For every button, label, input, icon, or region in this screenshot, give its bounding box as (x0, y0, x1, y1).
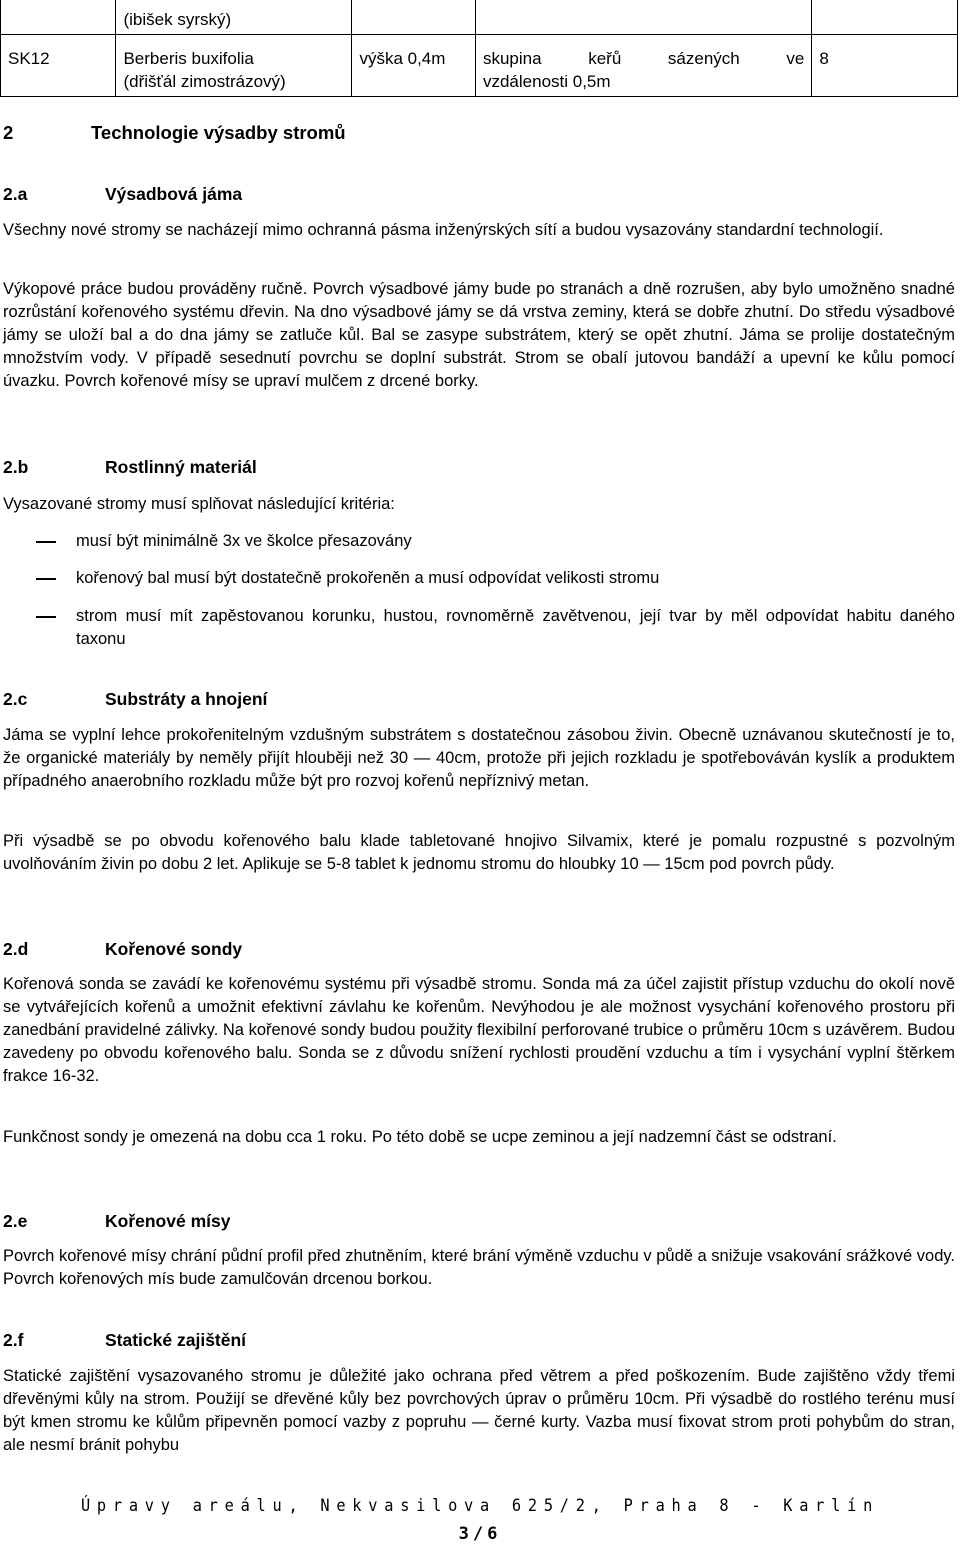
list-item (3, 605, 955, 651)
subsection-title: Statické zajištění (105, 1330, 247, 1350)
plant-latin-name: Berberis buxifolia (123, 49, 254, 68)
paragraph: Funkčnost sondy je omezená na dobu cca 1 roku. Po této době se ucpe zeminou a její nadzemní část se odstraní. (3, 1128, 837, 1146)
list-item-text: musí být minimálně 3x ve školce přesazovány (76, 532, 412, 550)
paragraph: Statické zajištění vysazovaného stromu je důležité jako ochrana před větrem a před poškozením. Bude zajištěno vždy třemi dřevěnými kůly na strom. Použijí se dřevěné kůly bez povrchových úprav o průměru 10cm. Při výsadbě do rostlého terénu musí být kmen stromu ke kůlům připevněn pomocí vazby z popruhu — černé kurty. Vazba musí fixovat strom proti pohybům do stran, ale nesmí bránit pohybu (3, 1367, 955, 1454)
subsection-heading (3, 183, 242, 206)
planting-line: skupina keřů sázených ve (482, 49, 805, 68)
dash-bullet (36, 616, 56, 618)
subsection-heading (3, 456, 257, 479)
plant-count: 8 (812, 35, 958, 97)
subsection-title: Kořenové sondy (105, 939, 243, 959)
dash-bullet (36, 578, 56, 580)
table-row (1, 0, 958, 35)
subsection-title: Substráty a hnojení (105, 689, 268, 709)
subsection-number: 2.c (3, 689, 28, 709)
subsection-number: 2.e (3, 1211, 28, 1231)
subsection-heading (3, 1210, 230, 1233)
paragraph: Všechny nové stromy se nacházejí mimo ochranná pásma inženýrských sítí a budou vysazovány standardní technologií. (3, 221, 884, 239)
paragraph: Povrch kořenové mísy chrání půdní profil před zhutněním, které brání výměně vzduchu v půdě a snižuje vsakování srážkové vody. Povrch kořenových mís bude zamulčován drcenou borkou. (3, 1247, 955, 1288)
subsection-heading (3, 688, 267, 711)
plant-height: výška 0,4m (352, 35, 476, 97)
plant-table (0, 0, 958, 97)
plant-name (116, 35, 352, 97)
paragraph: Jáma se vyplní lehce prokořenitelným vzdušným substrátem s dostatečnou zásobou živin. Obecně uznávanou skutečností je to, že organické materiály by neměly přijít hlouběji než 30 — 40cm, protože při jejich rozkladu je spotřebováván kyslík a produktem případného anaerobního rozkladu může být pro rozvoj kořenů nepříznivý metan. (3, 726, 955, 790)
plant-code: SK12 (1, 35, 116, 97)
subsection-title: Výsadbová jáma (105, 184, 243, 204)
list-item-text: strom musí mít zapěstovanou korunku, hustou, rovnoměrně zavětvenou, její tvar by měl odpovídat habitu daného taxonu (76, 607, 955, 648)
table-cell (475, 0, 811, 35)
table-cell (1, 0, 116, 35)
section-title: Technologie výsadby stromů (91, 122, 346, 143)
dash-bullet (36, 541, 56, 543)
list-item (3, 530, 955, 553)
plant-czech-name: (dřišťál zimostrázový) (123, 72, 286, 91)
footer-project: Úpravy areálu, Nekvasilova 625/2, Praha 8 - Karlín (80, 1496, 880, 1516)
subsection-title: Kořenové mísy (105, 1211, 231, 1231)
list-item-text: kořenový bal musí být dostatečně prokořeněn a musí odpovídat velikosti stromu (76, 569, 660, 587)
subsection-title: Rostlinný materiál (105, 457, 257, 477)
subsection-number: 2.f (3, 1330, 24, 1350)
subsection-heading (3, 1329, 246, 1352)
subsection-number: 2.d (3, 939, 29, 959)
section-number: 2 (3, 122, 14, 143)
paragraph: Při výsadbě se po obvodu kořenového balu klade tabletované hnojivo Silvamix, které je pomalu rozpustné s pozvolným uvolňováním živin po dobu 2 let. Aplikuje se 5-8 tablet k jednomu stromu do hloubky 10 — 15cm pod povrch půdy. (3, 832, 955, 873)
subsection-heading (3, 938, 242, 961)
table-row (1, 35, 958, 97)
plant-planting (475, 35, 811, 97)
table-cell (812, 0, 958, 35)
page-number: 3/6 (458, 1524, 502, 1544)
subsection-number: 2.b (3, 457, 29, 477)
subsection-number: 2.a (3, 184, 28, 204)
paragraph: Kořenová sonda se zavádí ke kořenovému systému při výsadbě stromu. Sonda má za účel zajistit přístup vzduchu do okolí nově se vytvářejících kořenů a umožnit efektivní závlahu ke kořenům. Nevýhodou je ale možnost vysychání kořenového prostoru při zanedbání pravidelné zálivky. Na kořenové sondy budou použity flexibilní perforované trubice o průměru 10cm s uzávěrem. Budou zavedeny po obvodu kořenového balu. Sonda se z důvodu snížení rychlosti proudění vzduchu a tím i vysychání vyplní štěrkem frakce 16-32. (3, 975, 955, 1085)
paragraph: Vysazované stromy musí splňovat následující kritéria: (3, 495, 395, 513)
section-heading (3, 121, 346, 144)
table-cell (352, 0, 476, 35)
planting-line: vzdálenosti 0,5m (482, 72, 611, 91)
list-item (3, 567, 955, 590)
table-cell: (ibišek syrský) (116, 0, 352, 35)
paragraph: Výkopové práce budou prováděny ručně. Povrch výsadbové jámy bude po stranách a dně rozrušen, aby bylo umožněno snadné rozrůstání kořenového systému dřevin. Na dno výsadbové jámy se dá vrstva zeminy, která se dobře zhutní. Do středu výsadbové jámy se uloží bal a do dna jámy se zatluče kůl. Bal se zasype substrátem, který se opět zhutní. Jáma se prolije dostatečným množstvím vody. V případě sesednutí povrchu se doplní substrát. Strom se obalí jutovou bandáží a upevní ke kůlu pomocí úvazku. Povrch kořenové mísy se upraví mulčem z drcené borky. (3, 280, 955, 390)
